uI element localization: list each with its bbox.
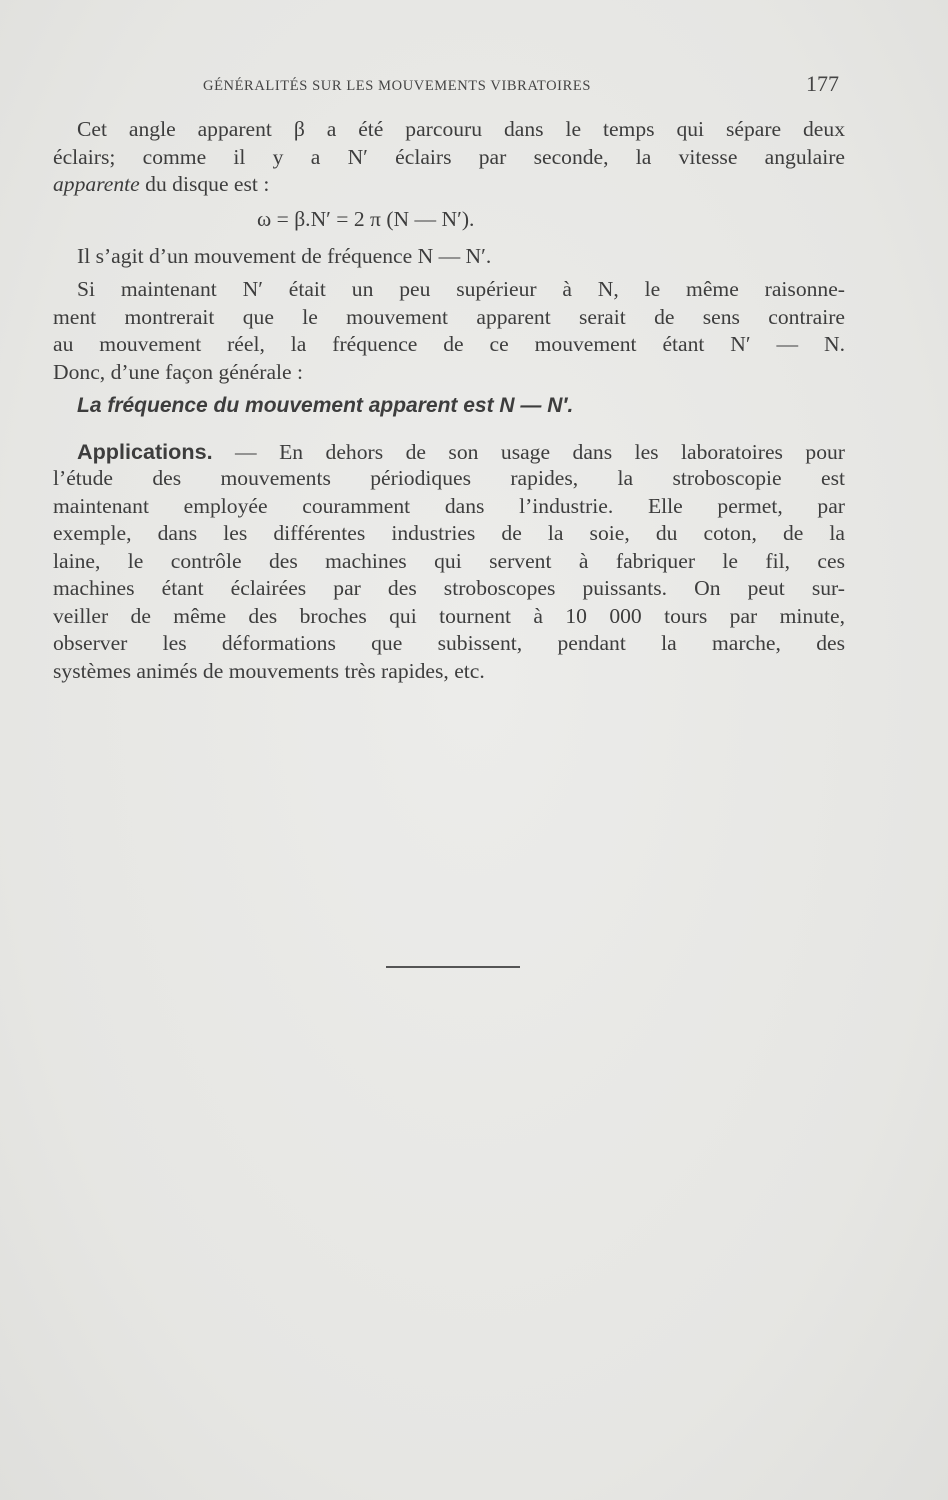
- formula-angular-velocity: ω = β.N′ = 2 π (N — N′).: [257, 206, 475, 231]
- running-title: GÉNÉRALITÉS SUR LES MOUVEMENTS VIBRATOIRES: [203, 78, 591, 94]
- para1-line1: Cet angle apparent β a été parcouru dans le temps qui sépare deux: [77, 117, 845, 141]
- running-header: [0, 71, 948, 104]
- applications-line4: exemple, dans les différentes industries de la soie, du coton, de la: [53, 521, 845, 545]
- body-text: [53, 116, 845, 685]
- applications-line2: l’étude des mouvements périodiques rapides, la stroboscopie est: [53, 466, 845, 490]
- para1-line2: éclairs; comme il y a N′ éclairs par seconde, la vitesse angulaire: [53, 144, 845, 169]
- para1-line3-rest: du disque est :: [139, 172, 270, 196]
- end-of-section-rule: [386, 966, 520, 968]
- applications-line1-rest: — En dehors de son usage dans les laboratoires pour: [212, 439, 845, 464]
- para3-line4: Donc, d’une façon générale :: [53, 359, 304, 384]
- page-number: 177: [806, 71, 839, 96]
- applications-line5: laine, le contrôle des machines qui servent à fabriquer le fil, ces: [53, 548, 845, 573]
- applications-line7: veiller de même des broches qui tournent à 10 000 tours par minute,: [53, 603, 845, 628]
- italic-apparente: apparente: [53, 172, 140, 196]
- applications-line6: machines étant éclairées par des stroboscopes puissants. On peut sur-: [53, 576, 845, 600]
- para1-line3: [53, 171, 845, 199]
- para2-line1: Il s’agit d’un mouvement de fréquence N — N′.: [77, 243, 492, 268]
- applications-line9: systèmes animés de mouvements très rapides, etc.: [53, 658, 485, 683]
- para3-line3: au mouvement réel, la fréquence de ce mouvement étant N′ — N.: [53, 332, 845, 356]
- para3-line1: Si maintenant N′ était un peu supérieur à N, le même raisonne-: [77, 277, 845, 301]
- para3-line2: ment montrerait que le mouvement apparent serait de sens contraire: [53, 304, 845, 329]
- applications-line3: maintenant employée couramment dans l’industrie. Elle permet, par: [53, 493, 845, 518]
- rule-statement: La fréquence du mouvement apparent est N — N′.: [77, 394, 574, 417]
- applications-line8: observer les déformations que subissent, pendant la marche, des: [53, 631, 845, 655]
- applications-heading: Applications.: [77, 438, 213, 464]
- applications-line1: [53, 438, 845, 466]
